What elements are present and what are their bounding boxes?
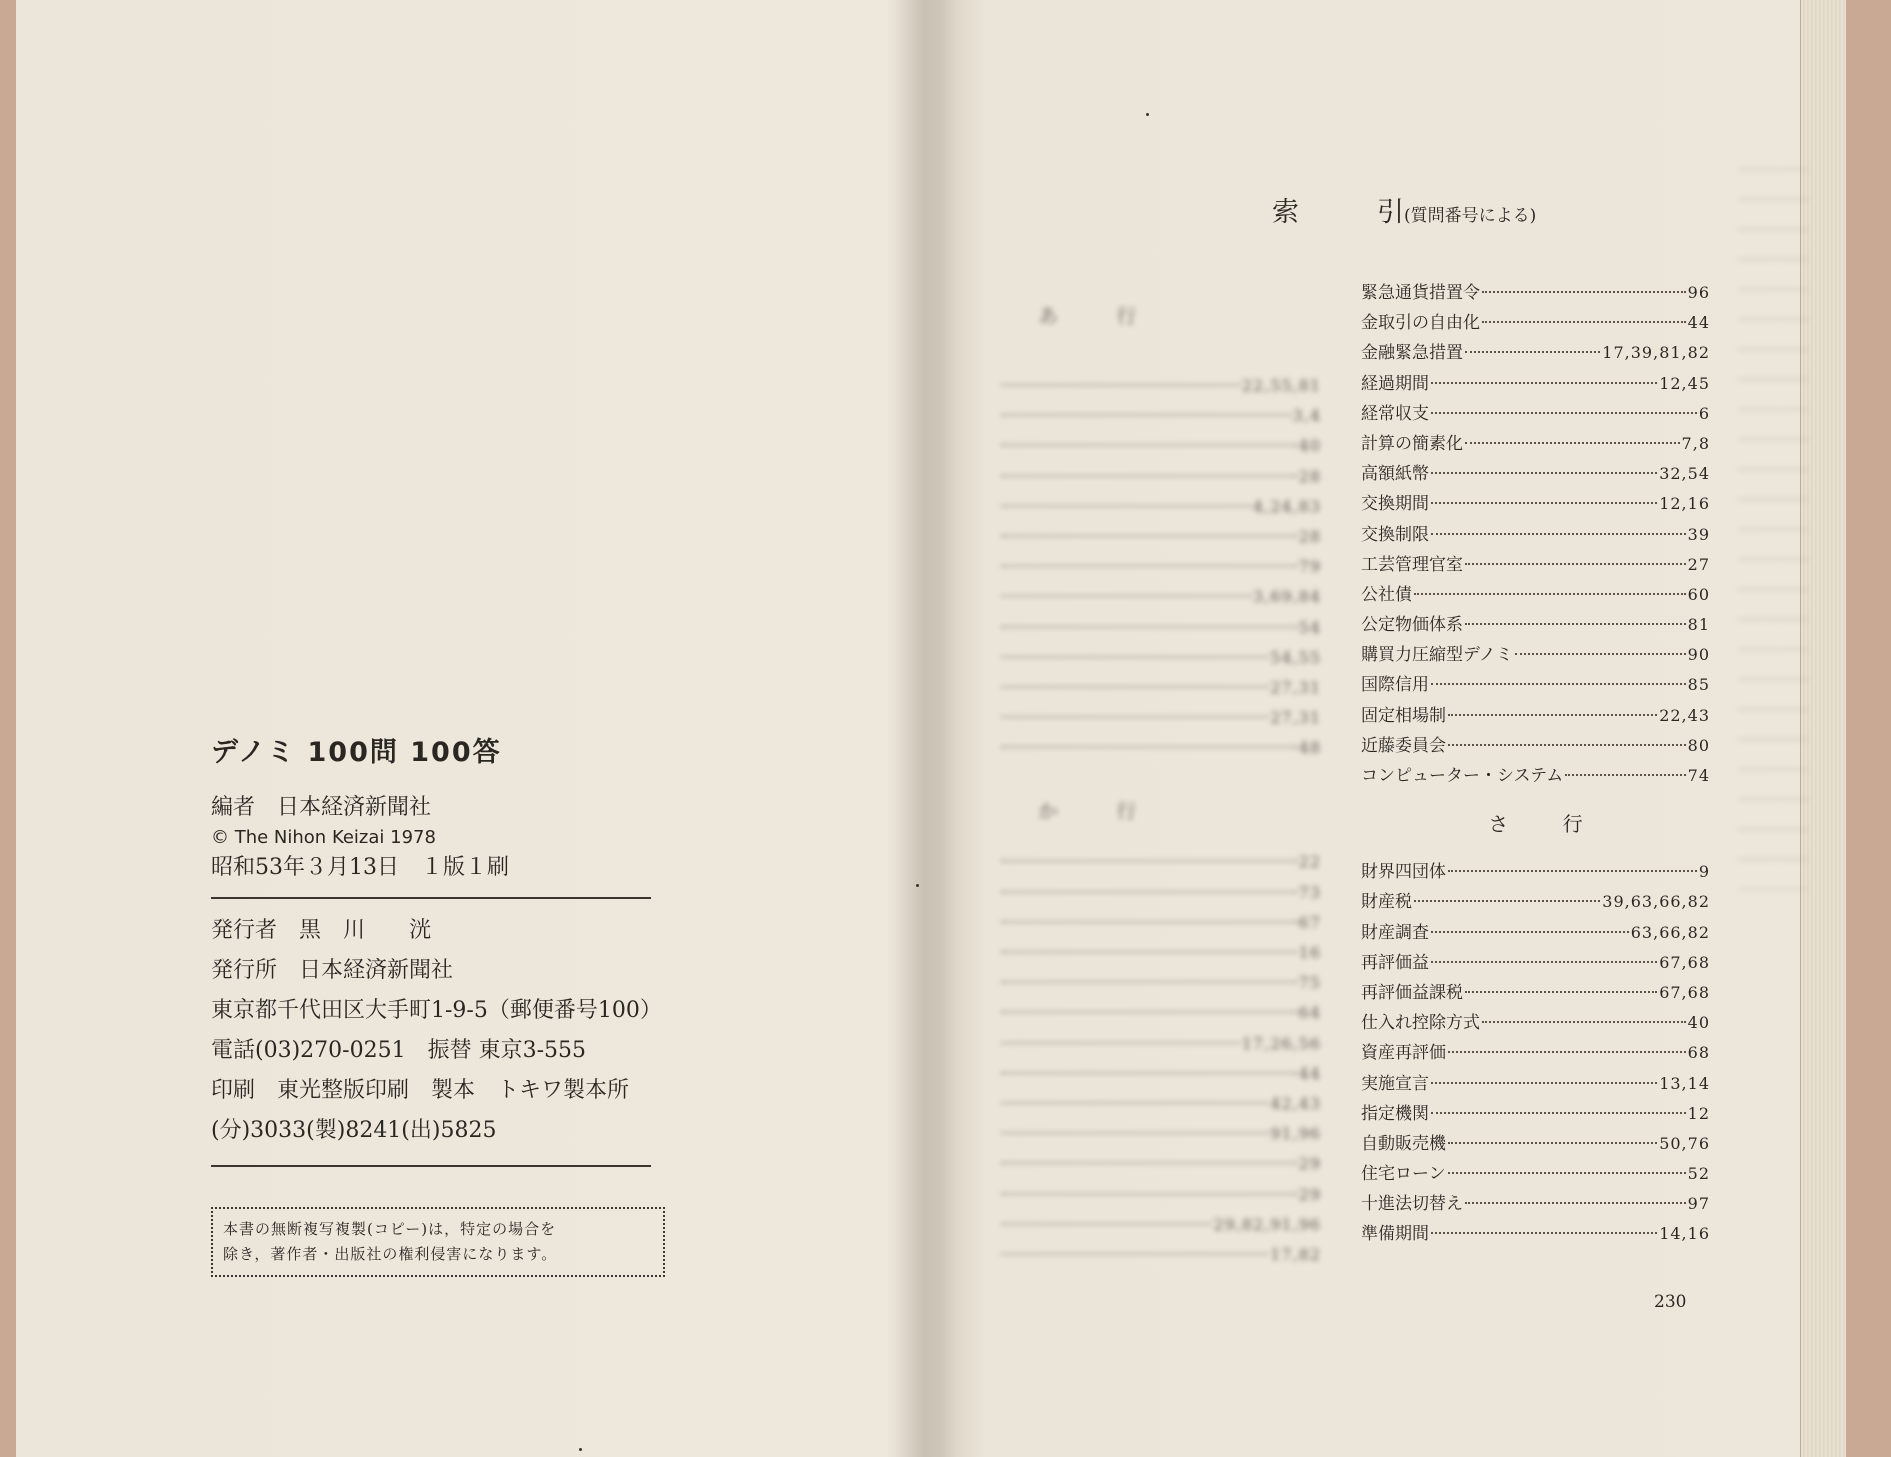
index-term: 十進法切替え [1361,1194,1463,1215]
leader-dots [1465,351,1600,353]
leader-dots [1431,412,1697,414]
book-title: デノミ 100問 100答 [211,737,502,768]
index-term: 購買力圧縮型デノミ [1361,645,1513,666]
index-term: 固定相場制 [1361,705,1446,726]
index-entry [999,587,1321,617]
index-numbers: 40 [1687,1013,1710,1033]
index-numbers: 28 [1298,466,1321,486]
index-entry [999,648,1321,678]
leader-dots [1001,626,1297,628]
index-numbers: 42,43 [1270,1093,1321,1113]
notice-line: 本書の無断複写複製(コピー)は，特定の場合を [223,1220,557,1238]
leader-dots [1431,931,1629,933]
index-term: 計算の簡素化 [1361,433,1463,454]
index-entry [1361,369,1710,399]
leader-dots [1001,951,1297,953]
edition-line: 昭和53年３月13日 １版１刷 [211,855,509,880]
index-entry [999,1154,1321,1184]
index-term: 自動販売機 [1361,1133,1446,1154]
index-entry [1361,278,1710,308]
index-numbers: 67,68 [1659,982,1710,1002]
leader-dots [1465,442,1680,444]
index-term: 高額紙幣 [1361,464,1429,485]
index-entry [1361,459,1710,489]
leader-dots [1482,291,1686,293]
index-numbers: 67 [1298,912,1321,932]
leader-dots [1001,535,1297,537]
codes-line: (分)3033(製)8241(出)5825 [211,1118,497,1143]
index-entry [999,943,1321,973]
leader-dots [1001,505,1251,507]
divider [211,897,651,899]
index-numbers: 64 [1298,1003,1321,1023]
leader-dots [1001,1193,1297,1195]
index-entry [1361,1008,1710,1038]
index-numbers: 7,8 [1681,433,1710,453]
index-entry [999,406,1321,436]
index-term: 仕入れ控除方式 [1361,1013,1480,1034]
index-numbers: 96 [1687,283,1710,302]
index-title-note: (質問番号による) [1404,206,1537,226]
index-term: 公社債 [1361,584,1412,605]
leader-dots [1001,384,1240,386]
index-title-left: 索 [1272,197,1299,228]
index-entry [999,467,1321,497]
index-numbers: 39 [1687,524,1710,544]
index-entry [1361,1219,1710,1249]
index-numbers: 63,66,82 [1630,922,1710,942]
index-numbers: 17,39,81,82 [1602,343,1710,363]
index-entry [1361,1189,1710,1219]
leader-dots [1001,656,1268,658]
notice-line: 除き，著作者・出版社の権利侵害になります。 [223,1245,558,1263]
index-term: 交換制限 [1361,524,1429,545]
leader-dots [1431,683,1686,685]
index-numbers: 81 [1687,615,1710,635]
publisher-line: 発行者 黒 川 洸 [211,918,432,943]
leader-dots [1001,1223,1211,1225]
speck [1146,113,1149,116]
printing-line: 印刷 東光整版印刷 製本 トキワ製本所 [211,1078,630,1103]
leader-dots [1515,653,1686,655]
leader-dots [1482,1021,1686,1023]
index-entry [999,527,1321,557]
blurred-section-heading: あ 行 [1038,304,1163,328]
index-numbers: 12 [1687,1103,1710,1123]
bleed-through-text [1738,150,1808,890]
index-entry [1361,580,1710,610]
index-numbers: 22 [1298,852,1321,872]
page-number: 230 [1654,1292,1687,1312]
index-term: 緊急通貨措置令 [1361,283,1480,303]
index-entry [1361,978,1710,1008]
speck [916,884,919,887]
address-line: 東京都千代田区大手町1-9-5（郵便番号100） [211,998,662,1023]
index-entry [1361,1069,1710,1099]
leader-dots [1001,1253,1268,1255]
index-numbers: 22,55,81 [1241,376,1321,395]
leader-dots [1431,533,1686,535]
index-term: 財界四団体 [1361,862,1446,883]
index-numbers: 80 [1687,735,1710,755]
index-title [1272,190,1536,229]
index-term: 財産税 [1361,892,1412,913]
index-column-blurred [999,376,1321,1275]
index-term: 実施宣言 [1361,1073,1429,1094]
index-entry [1361,338,1710,368]
index-term: 交換期間 [1361,494,1429,515]
index-numbers: 12,16 [1659,494,1710,514]
index-numbers: 54 [1298,617,1321,637]
index-term: 再評価益 [1361,952,1429,973]
index-title-right: 引 [1377,197,1404,228]
gutter-shadow [886,0,956,1457]
index-numbers: 91,96 [1270,1124,1321,1144]
index-numbers: 97 [1687,1194,1710,1214]
leader-dots [1001,444,1297,446]
index-entry [999,852,1321,882]
index-numbers: 85 [1687,675,1710,695]
leader-dots [1001,921,1297,923]
index-numbers: 29 [1298,1154,1321,1174]
index-numbers: 74 [1687,766,1710,785]
index-entry [999,376,1321,406]
copyright-notice-box [211,1207,665,1277]
index-entry [999,1034,1321,1064]
index-numbers: 68 [1687,1043,1710,1063]
leader-dots [1465,1202,1686,1204]
leader-dots [1001,860,1297,862]
leader-dots [1448,1172,1686,1174]
index-entry [1361,610,1710,640]
index-entry [999,1003,1321,1033]
index-term: 住宅ローン [1361,1164,1446,1185]
phone-line: 電話(03)270-0251 振替 東京3-555 [211,1038,586,1063]
copyright-line: © The Nihon Keizai 1978 [211,827,436,848]
index-numbers: 6 [1698,403,1710,423]
index-numbers: 52 [1687,1164,1710,1184]
leader-dots [1001,1102,1268,1104]
leader-dots [1001,1011,1297,1013]
blurred-section-heading: か 行 [1038,799,1163,823]
index-numbers: 54,55 [1270,647,1321,667]
index-entry [999,708,1321,738]
index-entry [999,973,1321,1003]
index-numbers: 79 [1298,557,1321,577]
leader-dots [1001,565,1297,567]
leader-dots [1001,716,1268,718]
index-entry [999,883,1321,913]
leader-dots [1448,714,1657,716]
leader-dots [1001,595,1251,597]
index-term: 財産調査 [1361,922,1429,943]
index-numbers: 29,82,91,96 [1213,1214,1321,1234]
index-entry [1361,731,1710,761]
index-column [1361,278,1710,1250]
index-entry [1361,918,1710,948]
index-term: 再評価益課税 [1361,982,1463,1003]
index-numbers: 17,26,56 [1241,1033,1321,1053]
index-entry [1361,1099,1710,1129]
index-numbers: 40 [1298,436,1321,456]
index-entry [1361,948,1710,978]
publishing-office-line: 発行所 日本経済新聞社 [211,958,454,983]
index-numbers: 90 [1687,645,1710,665]
leader-dots [1482,321,1686,323]
index-numbers: 60 [1687,584,1710,604]
index-entry [999,1064,1321,1094]
leader-dots [1448,1142,1657,1144]
index-term: 金融緊急措置 [1361,343,1463,364]
index-term: コンピューター・システム [1361,766,1564,786]
leader-dots [1565,774,1685,776]
leader-dots [1448,870,1697,872]
leader-dots [1448,744,1686,746]
index-numbers: 3,69,84 [1252,587,1321,607]
index-entry [1361,1129,1710,1159]
index-term: 経常収支 [1361,403,1429,424]
index-entry [1361,761,1710,791]
index-numbers: 14,16 [1659,1224,1710,1244]
index-numbers: 29 [1298,1184,1321,1204]
index-entry [1361,550,1710,580]
index-entry [999,497,1321,527]
index-numbers: 12,45 [1659,373,1710,393]
index-numbers: 67,68 [1659,952,1710,972]
index-numbers: 44 [1298,1063,1321,1083]
index-entry [1361,489,1710,519]
index-entry [1361,640,1710,670]
index-numbers: 3,4 [1292,406,1321,426]
index-term: 近藤委員会 [1361,735,1446,756]
index-numbers: 27,31 [1270,708,1321,728]
index-term: 指定機関 [1361,1103,1429,1124]
index-entry [1361,308,1710,338]
index-entry [999,557,1321,587]
index-entry [1361,429,1710,459]
index-entry [999,1124,1321,1154]
divider [211,1165,651,1167]
index-entry [1361,520,1710,550]
leader-dots [1001,1132,1268,1134]
index-numbers: 27 [1687,554,1710,574]
index-term: 資産再評価 [1361,1043,1446,1064]
leader-dots [1001,1162,1297,1164]
index-entry [999,436,1321,466]
index-numbers: 32,54 [1659,464,1710,484]
speck [579,1448,582,1451]
leader-dots [1001,475,1297,477]
index-numbers: 48 [1298,738,1321,758]
index-entry [999,618,1321,648]
leader-dots [1431,382,1657,384]
leader-dots [1431,961,1657,963]
index-numbers: 4,24,83 [1252,496,1321,516]
index-term: 準備期間 [1361,1224,1429,1245]
leader-dots [1465,623,1686,625]
index-numbers: 73 [1298,882,1321,902]
index-entry [999,1185,1321,1215]
leader-dots [1001,1072,1297,1074]
index-entry [999,1245,1321,1275]
leader-dots [1431,1082,1657,1084]
leader-dots [1448,1051,1686,1053]
index-numbers: 27,31 [1270,677,1321,697]
leader-dots [1431,502,1657,504]
index-entry [999,1094,1321,1124]
index-term: 経過期間 [1361,373,1429,394]
index-entry [1361,857,1710,887]
index-numbers: 13,14 [1659,1073,1710,1093]
index-numbers: 17,82 [1270,1244,1321,1264]
leader-dots [1001,981,1297,983]
leader-dots [1001,891,1297,893]
index-term: 公定物価体系 [1361,615,1463,636]
index-entry [999,1215,1321,1245]
book-spread [16,0,1846,1457]
index-numbers: 75 [1298,973,1321,993]
leader-dots [1431,472,1657,474]
index-entry [1361,887,1710,917]
leader-dots [1001,1042,1240,1044]
index-numbers: 28 [1298,526,1321,546]
index-term: 国際信用 [1361,675,1429,696]
index-entry [1361,701,1710,731]
editor-line: 編者 日本経済新聞社 [211,795,432,820]
leader-dots [1465,563,1686,565]
leader-dots [1431,1112,1686,1114]
leader-dots [1414,593,1686,595]
leader-dots [1001,746,1297,748]
index-entry [999,913,1321,943]
index-numbers: 50,76 [1659,1133,1710,1153]
index-entry [1361,399,1710,429]
colophon [211,730,662,1263]
index-term: 工芸管理官室 [1361,554,1463,575]
index-numbers: 22,43 [1659,705,1710,725]
leader-dots [1001,414,1291,416]
index-numbers: 9 [1698,862,1710,882]
index-entry [1361,1038,1710,1068]
index-numbers: 16 [1298,943,1321,962]
index-entry [1361,670,1710,700]
leader-dots [1414,900,1600,902]
index-numbers: 39,63,66,82 [1602,892,1710,912]
index-numbers: 44 [1687,313,1710,333]
leader-dots [1465,991,1657,993]
index-entry [999,738,1321,768]
leader-dots [1431,1232,1657,1234]
section-heading-sa: さ 行 [1488,812,1607,837]
index-entry [999,678,1321,708]
index-term: 金取引の自由化 [1361,313,1480,334]
leader-dots [1001,686,1268,688]
index-entry [1361,1159,1710,1189]
